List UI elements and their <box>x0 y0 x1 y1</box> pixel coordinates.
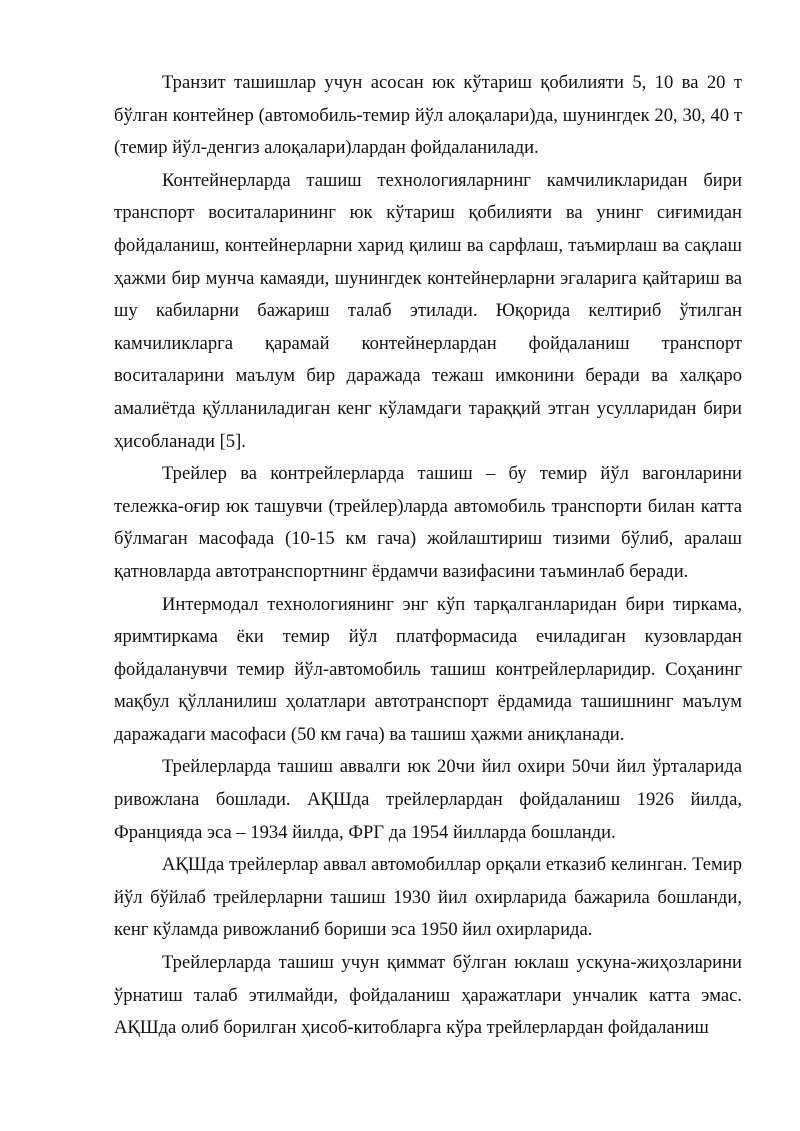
paragraph-trailer-history: Трейлерларда ташиш аввалги юк 20чи йил охири 50чи йил ўрталарида ривожлана бошлади. АҚШда трейлерлардан фойдаланиш 1926 йилда, Францияда эса – 1934 йилда, ФРГ да 1954 йилларда бошланди. <box>114 756 742 843</box>
paragraph-usa-trailers: АҚШда трейлерлар аввал автомобиллар орқали етказиб келинган. Темир йўл бўйлаб трейлерларни ташиш 1930 йил охирларида бажарила бошланди, кенг кўламда ривожланиб бориши эса 1950 йил охирларида. <box>114 854 742 941</box>
paragraph-trailer-definition: Трейлер ва контрейлерларда ташиш – бу темир йўл вагонларини тележка-оғир юк ташувчи (трейлер)ларда автомобиль транспорти билан катта бўлмаган масофада (10-15 км гача) жойлаштириш тизими бўлиб, аралаш қатновларда автотранспортнинг ёрдамчи вазифасини таъминлаб беради. <box>114 463 742 582</box>
paragraph-intermodal: Интермодал технологиянинг энг кўп тарқалганларидан бири тиркама, яримтиркама ёки темир йўл платформасида ечиладиган кузовлардан фойдаланувчи темир йўл-автомобиль ташиш контрейлерларидир. Соҳанинг мақбул қўлланилиш ҳолатлари автотранспорт ёрдамида ташишнинг маълум даражадаги масофаси (50 км гача) ва ташиш ҳажми аниқланади. <box>114 593 742 745</box>
paragraph-trailer-costs: Трейлерларда ташиш учун қиммат бўлган юклаш ускуна-жиҳозларини ўрнатиш талаб этилмайди, фойдаланиш ҳаражатлари унчалик катта эмас. АҚШда олиб борилган ҳисоб-китобларга кўра трейлерлардан фойдаланиш <box>114 952 742 1039</box>
paragraph-transit: Транзит ташишлар учун асосан юк кўтариш қобилияти 5, 10 ва 20 т бўлган контейнер (автомобиль-темир йўл алоқалари)да, шунингдек 20, 30, 40 т (темир йўл-денгиз алоқалари)лардан фойдаланилади. <box>114 72 742 159</box>
document-page <box>114 67 742 1045</box>
paragraph-container-drawbacks: Контейнерларда ташиш технологияларнинг камчиликларидан бири транспорт воситаларининг юк кўтариш қобилияти ва унинг сиғимидан фойдаланиш, контейнерларни харид қилиш ва сарфлаш, таъмирлаш ва сақлаш ҳажми бир мунча камаяди, шунингдек контейнерларни эгаларига қайтариш ва шу кабиларни бажариш талаб этилади. Юқорида келтириб ўтилган камчиликларга қарамай контейнерлардан фойдаланиш транспорт воситаларини маълум бир даражада тежаш имконини беради ва халқаро амалиётда қўлланиладиган кенг кўламдаги тараққий этган усулларидан бири ҳисобланади [5]. <box>114 169 742 452</box>
